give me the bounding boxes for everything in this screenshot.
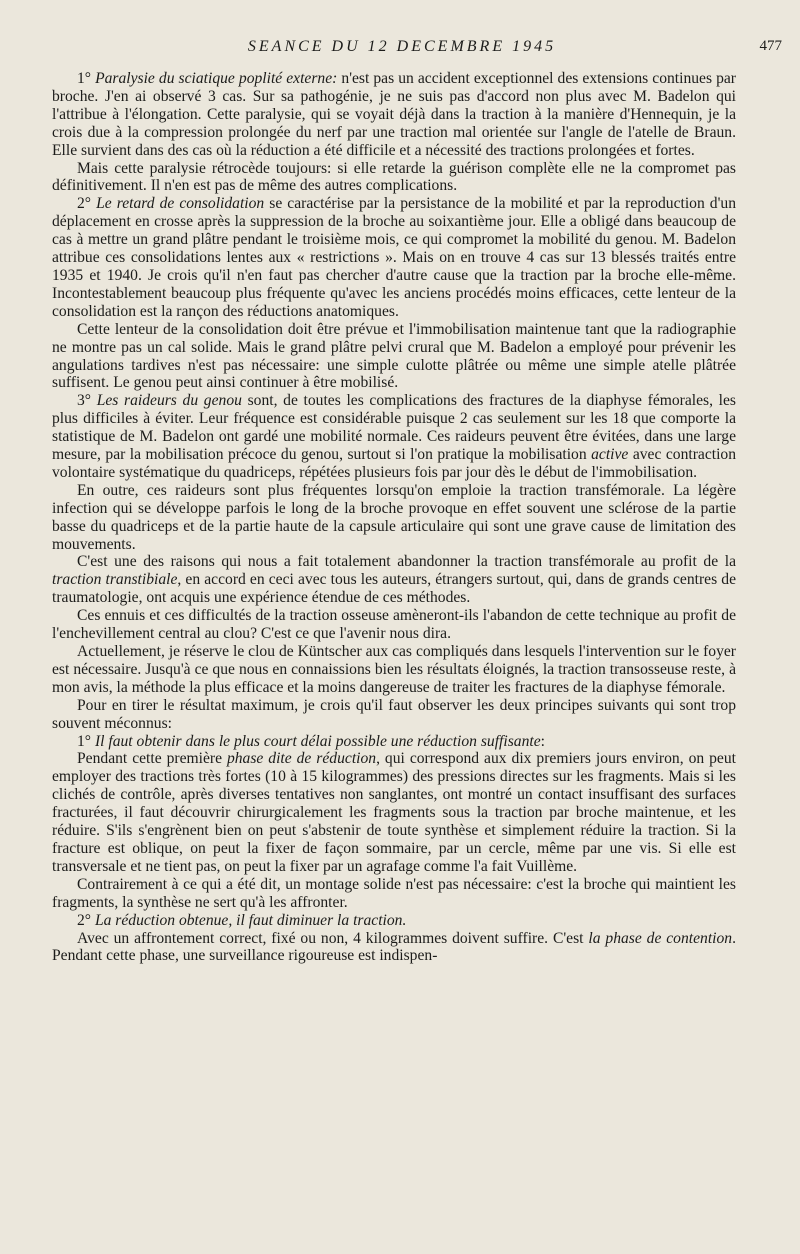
paragraph bbox=[52, 643, 736, 697]
paragraph bbox=[52, 930, 736, 966]
paragraph bbox=[52, 697, 736, 733]
paragraph bbox=[52, 607, 736, 643]
italic-text: la phase de contention bbox=[588, 929, 733, 947]
paragraph bbox=[52, 912, 736, 930]
italic-text: active bbox=[591, 446, 629, 464]
text-run: : bbox=[540, 732, 545, 750]
italic-text: traction transtibiale bbox=[52, 571, 178, 589]
italic-text: Paralysie du sciatique poplité externe: bbox=[95, 70, 338, 87]
paragraph bbox=[52, 321, 736, 393]
text-run: 3° bbox=[77, 392, 97, 410]
text-run: se caractérise par la persistance de la mobilité et par la reproduction d'un déplacement en crosse après la suppression de la broche au soixantième jour. Elle a obligé dans beaucoup de cas à mettre un grand plâtre pendant le troisième mois, ce qui compromet la mobilité du genou. M. Badelon attribue ces consolidations lentes aux « restrictions ». Mais on en trouve 4 cas sur 13 blessés traités entre 1935 et 1940. Je crois qu'il n'en faut pas chercher d'autre cause que la traction par la broche elle-même. Incontestablement beaucoup plus fréquente qu'avec les anciens procédés moins efficaces, cette lenteur de la consolidation est la rançon des réductions anatomiques. bbox=[52, 195, 737, 320]
paragraph bbox=[52, 733, 736, 751]
text-run: 1° bbox=[77, 732, 95, 750]
text-run: Contrairement à ce qui a été dit, un montage solide n'est pas nécessaire: c'est la broche qui maintient les fragments, la synthèse ne sert qu'à les affronter. bbox=[52, 875, 736, 911]
text-run: 2° bbox=[77, 911, 95, 929]
text-run: . Pendant cette phase, une surveillance rigoureuse est indispen- bbox=[52, 929, 736, 965]
text-run: 2° bbox=[77, 195, 97, 213]
text-run: avec contraction volontaire systématique du quadriceps, répétées plusieurs fois par jour dès le début de l'immobilisation. bbox=[52, 446, 736, 481]
paragraph bbox=[52, 195, 736, 320]
italic-text: Il faut obtenir dans le plus court délai possible une réduction suffisante bbox=[94, 732, 541, 750]
paragraph bbox=[52, 553, 736, 607]
paragraph bbox=[52, 482, 736, 554]
paragraph bbox=[52, 160, 736, 196]
text-run: Avec un affrontement correct, fixé ou non, 4 kilogrammes doivent suffire. C'est bbox=[77, 929, 589, 947]
italic-text: Le retard de consolidation bbox=[96, 195, 265, 213]
text-run: Pour en tirer le résultat maximum, je crois qu'il faut observer les deux principes suivants qui sont trop souvent méconnus: bbox=[52, 696, 736, 732]
text-run: 1° bbox=[77, 70, 96, 87]
text-run: n'est pas un accident exceptionnel des extensions continues par broche. J'en ai observé 3 cas. Sur sa pathogénie, je ne suis pas d'accord non plus avec M. Badelon qui l'attribue à l'élongation. Cette paralysie, qui se voyait déjà dans la traction à la manière d'Hennequin, je la crois due à la compression prolongée du nerf par une traction mal orientée sur l'angle de l'atelle de Braun. Elle survient dans des cas où la réduction a été difficile et a nécessité des tractions prolongées et fortes. bbox=[52, 70, 736, 159]
paragraph bbox=[52, 392, 736, 482]
text-run: Mais cette paralysie rétrocède toujours: si elle retarde la guérison complète elle ne la compromet pas définitivement. Il n'en est pas de même des autres complications. bbox=[52, 159, 736, 195]
text-run: Ces ennuis et ces difficultés de la traction osseuse amèneront-ils l'abandon de cette technique au profit de l'enchevillement central au clou? C'est ce que l'avenir nous dira. bbox=[52, 607, 736, 643]
paragraph bbox=[52, 876, 736, 912]
text-run: En outre, ces raideurs sont plus fréquentes lorsqu'on emploie la traction transfémorale. La légère infection qui se développe parfois le long de la broche provoque en effet souvent une sclérose de la partie basse du quadriceps et de la partie haute de la capsule articulaire qui sont une grave cause de limitation des mouvements. bbox=[52, 481, 736, 553]
page-number: 477 bbox=[759, 38, 782, 54]
text-run: , en accord en ceci avec tous les auteurs, étrangers surtout, qui, dans de grands centres de traumatologie, ont acquis une expérience étendue de ces méthodes. bbox=[52, 571, 736, 607]
italic-text: Les raideurs du genou bbox=[96, 392, 242, 410]
text-run: sont, de toutes les complications des fractures de la diaphyse fémorales, les plus difficiles à éviter. Leur fréquence est considérable puisque 2 cas seulement sur les 18 que comporte la statistique de M. Badelon ont gardé une mobilité normale. Ces raideurs peuvent être évitées, dans une large mesure, par la mobilisation précoce du genou, surtout si l'on pratique la mobilisation bbox=[52, 392, 736, 464]
running-title: SEANCE DU 12 DECEMBRE 1945 bbox=[247, 38, 557, 55]
italic-text: phase dite de réduction bbox=[226, 750, 377, 768]
paragraph bbox=[52, 750, 736, 875]
text-run: Cette lenteur de la consolidation doit être prévue et l'immobilisation maintenue tant que la radiographie ne montre pas un cal solide. Mais le grand plâtre pelvi crural que M. Badelon a employé pour prévenir les angulations tardives n'est pas nécessaire: une simple culotte plâtrée ou même une simple atelle plâtrée suffisent. Le genou peut ainsi continuer à être mobilisé. bbox=[52, 320, 736, 392]
paragraph bbox=[52, 70, 736, 160]
text-run: , qui correspond aux dix premiers jours environ, on peut employer des tractions très fortes (10 à 15 kilogrammes) des pressions directes sur les fragments. Mais si les clichés de contrôle, après diverses tentatives non sanglantes, ont montré un contact insuffisant des surfaces fracturées, il faut découvrir chirurgicalement les fragments sous la traction par broche maintenue, et les réduire. S'ils s'engrènent bien on peut s'abstenir de toute synthèse et simplement réduire la traction. Si la fracture est oblique, on peut la fixer de façon sommaire, par un cercle, même par une vis. Si elle est transversale et ne tient pas, on peut la fixer par un agrafage comme l'a fait Vuillème. bbox=[52, 750, 736, 875]
page-header bbox=[52, 38, 782, 60]
text-run: Pendant cette première bbox=[77, 750, 227, 768]
article-body bbox=[52, 70, 736, 965]
italic-text: La réduction obtenue, il faut diminuer la traction. bbox=[94, 911, 407, 929]
text-run: Actuellement, je réserve le clou de Küntscher aux cas compliqués dans lesquels l'intervention sur le foyer est nécessaire. Jusqu'à ce que nous en connaissions bien les résultats éloignés, la traction transosseuse reste, à mon avis, la méthode la plus efficace et la moins dangereuse de traiter les fractures de la diaphyse fémorale. bbox=[52, 643, 736, 696]
text-run: C'est une des raisons qui nous a fait totalement abandonner la traction transfémorale au profit de la bbox=[77, 553, 736, 571]
